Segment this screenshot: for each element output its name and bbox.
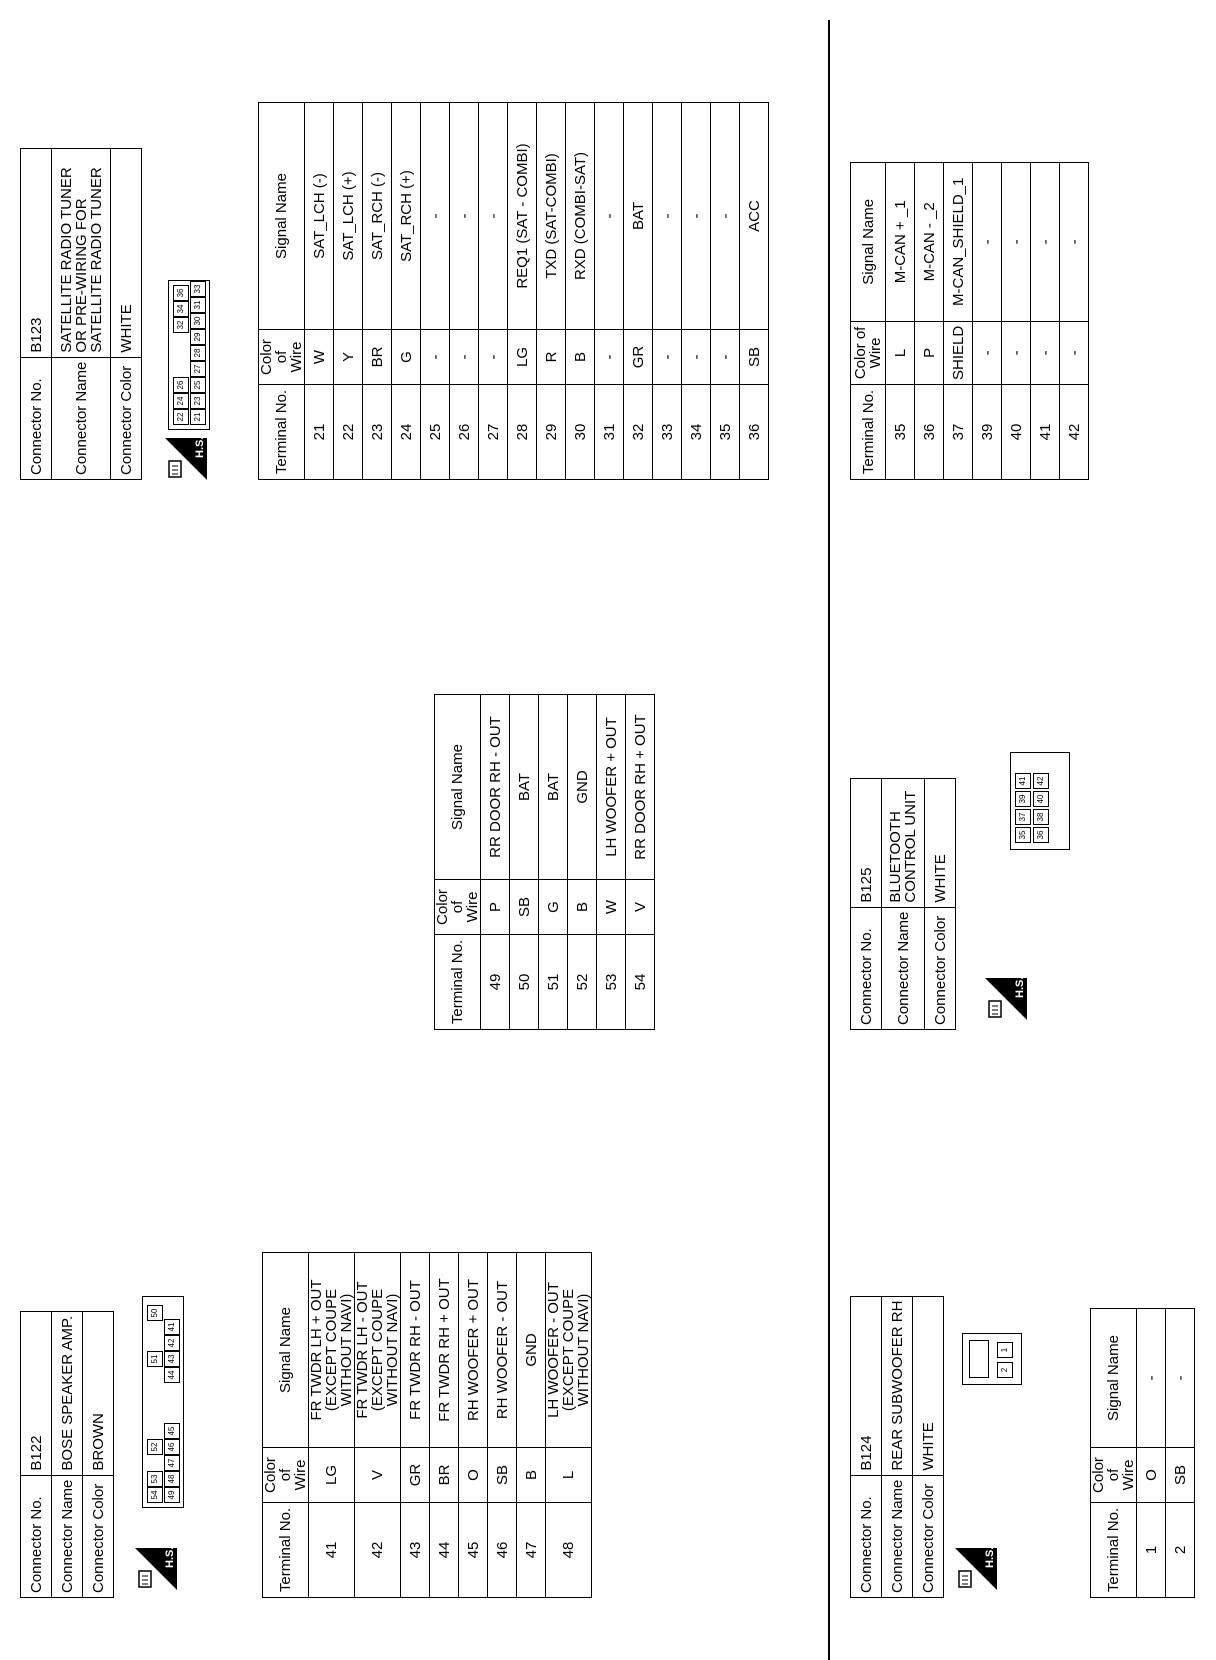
table-row xyxy=(363,103,392,480)
signal-name-cell: - xyxy=(1060,162,1089,321)
pin-42: 42 xyxy=(1033,773,1049,789)
color-header: Color of Wire xyxy=(259,330,305,385)
b124-terminal-table xyxy=(1090,1308,1195,1598)
pin-38: 38 xyxy=(1033,809,1049,825)
table-row xyxy=(539,695,568,1030)
signal-name-cell: FR TWDR LH - OUT (EXCEPT COUPE WITHOUT NAVI) xyxy=(355,1253,401,1448)
terminal-cell: 42 xyxy=(1060,385,1089,480)
table-row xyxy=(944,162,973,479)
table-row xyxy=(915,162,944,479)
b123-no: B123 xyxy=(21,148,52,357)
pin-24: 24 xyxy=(173,393,189,409)
b122-info-table xyxy=(20,1311,114,1598)
table-row xyxy=(653,103,682,480)
conn-color-label: Connector Color xyxy=(925,907,956,1029)
wire-color-cell: - xyxy=(595,330,624,385)
terminal-cell: 21 xyxy=(305,385,334,480)
conn-color-label: Connector Color xyxy=(913,1475,944,1597)
table-row xyxy=(508,103,537,480)
wire-color-cell: V xyxy=(355,1448,401,1503)
b125-no: B125 xyxy=(851,778,882,907)
terminal-cell: 35 xyxy=(711,385,740,480)
conn-name-label: Connector Name xyxy=(52,357,111,479)
pin-40: 40 xyxy=(1033,791,1049,807)
signal-name-cell: FR TWDR LH + OUT (EXCEPT COUPE WITHOUT NAVI) xyxy=(309,1253,355,1448)
hs-harness-icon xyxy=(135,1548,177,1590)
wire-color-cell: - xyxy=(711,330,740,385)
pin-46: 46 xyxy=(164,1439,180,1455)
wire-color-cell: W xyxy=(305,330,334,385)
signal-name-cell: SAT_RCH (-) xyxy=(363,103,392,330)
signal-header: Signal Name xyxy=(851,162,886,321)
table-row xyxy=(886,162,915,479)
pin-41: 41 xyxy=(164,1319,180,1335)
conn-name-label: Connector Name xyxy=(882,1475,913,1597)
terminal-cell: 25 xyxy=(421,385,450,480)
pin-1: 1 xyxy=(997,1342,1013,1358)
wire-color-cell: - xyxy=(479,330,508,385)
signal-name-cell: LH WOOFER + OUT xyxy=(597,695,626,880)
pin-53: 53 xyxy=(147,1471,163,1487)
hs-harness-icon xyxy=(165,438,207,480)
wire-color-cell: - xyxy=(1002,321,1031,384)
signal-name-cell: GND xyxy=(517,1253,546,1448)
conn-name-label: Connector Name xyxy=(882,907,925,1029)
table-row xyxy=(401,1253,430,1598)
pin-36: 36 xyxy=(173,285,189,301)
pin-26: 26 xyxy=(173,377,189,393)
wire-color-cell: O xyxy=(1137,1448,1166,1503)
signal-name-cell: - xyxy=(973,162,1002,321)
pin-36: 36 xyxy=(1033,827,1049,843)
b124-name: REAR SUBWOOFER RH xyxy=(882,1296,913,1475)
terminal-cell: 51 xyxy=(539,935,568,1030)
pin-47: 47 xyxy=(164,1455,180,1471)
pin-41: 41 xyxy=(1015,773,1031,789)
conn-color-label: Connector Color xyxy=(83,1475,114,1597)
table-row xyxy=(479,103,508,480)
terminal-cell: 53 xyxy=(597,935,626,1030)
wire-color-cell: GR xyxy=(624,330,653,385)
signal-name-cell: BAT xyxy=(539,695,568,880)
b122-connector-block xyxy=(20,1311,114,1598)
b124-no: B124 xyxy=(851,1296,882,1475)
pin-31: 31 xyxy=(190,297,206,313)
signal-name-cell: - xyxy=(1002,162,1031,321)
signal-name-cell: - xyxy=(450,103,479,330)
wire-color-cell: B xyxy=(517,1448,546,1503)
pin-43: 43 xyxy=(164,1351,180,1367)
b123-info-table xyxy=(20,148,142,480)
terminal-cell: 1 xyxy=(1137,1503,1166,1598)
terminal-cell: 27 xyxy=(479,385,508,480)
table-row xyxy=(334,103,363,480)
signal-name-cell: RXD (COMBI-SAT) xyxy=(566,103,595,330)
conn-no-label: Connector No. xyxy=(851,1475,882,1597)
svg-text:H.S.: H.S. xyxy=(1014,978,1026,998)
pin-48: 48 xyxy=(164,1471,180,1487)
b125-connector-face xyxy=(1010,752,1070,850)
conn-no-label: Connector No. xyxy=(21,1475,52,1597)
conn-no-label: Connector No. xyxy=(851,907,882,1029)
conn-no-label: Connector No. xyxy=(21,357,52,479)
signal-name-cell: M-CAN_SHIELD_1 xyxy=(944,162,973,321)
signal-name-cell: RH WOOFER + OUT xyxy=(459,1253,488,1448)
signal-name-cell: LH WOOFER - OUT (EXCEPT COUPE WITHOUT NAVI) xyxy=(546,1253,592,1448)
table-row xyxy=(488,1253,517,1598)
signal-name-cell: SAT_LCH (-) xyxy=(305,103,334,330)
signal-name-cell: - xyxy=(711,103,740,330)
signal-header: Signal Name xyxy=(1091,1309,1137,1448)
wire-color-cell: - xyxy=(1031,321,1060,384)
wire-color-cell: - xyxy=(450,330,479,385)
wire-color-cell: BR xyxy=(363,330,392,385)
pin-34: 34 xyxy=(173,301,189,317)
table-row xyxy=(421,103,450,480)
color-header: Color of Wire xyxy=(1091,1448,1137,1503)
terminal-cell: 45 xyxy=(459,1503,488,1598)
wire-color-cell: LG xyxy=(508,330,537,385)
pin-37: 37 xyxy=(1015,809,1031,825)
b125-color: WHITE xyxy=(925,778,956,907)
signal-header: Signal Name xyxy=(263,1253,309,1448)
wire-color-cell: BR xyxy=(430,1448,459,1503)
terminal-cell: 30 xyxy=(566,385,595,480)
pin-35: 35 xyxy=(1015,827,1031,843)
b122-name: BOSE SPEAKER AMP. xyxy=(52,1311,83,1475)
terminal-header: Terminal No. xyxy=(259,385,305,480)
wire-color-cell: SHIELD xyxy=(944,321,973,384)
terminal-header: Terminal No. xyxy=(851,385,886,480)
b124-connector-block xyxy=(850,1296,944,1598)
color-header: Color of Wire xyxy=(435,880,481,935)
terminal-cell: 24 xyxy=(392,385,421,480)
signal-name-cell: RR DOOR RH - OUT xyxy=(481,695,510,880)
pin-49: 49 xyxy=(164,1487,180,1503)
pin-50: 50 xyxy=(147,1305,163,1321)
signal-name-cell: BAT xyxy=(624,103,653,330)
table-row xyxy=(740,103,769,480)
table-row xyxy=(430,1253,459,1598)
terminal-cell: 44 xyxy=(430,1503,459,1598)
terminal-cell: 41 xyxy=(1031,385,1060,480)
wire-color-cell: SB xyxy=(1166,1448,1195,1503)
signal-header: Signal Name xyxy=(259,103,305,330)
signal-name-cell: SAT_RCH (+) xyxy=(392,103,421,330)
table-row xyxy=(1137,1309,1166,1598)
hs-harness-icon xyxy=(985,978,1027,1020)
pin-45: 45 xyxy=(164,1423,180,1439)
terminal-cell: 28 xyxy=(508,385,537,480)
terminal-cell: 52 xyxy=(568,935,597,1030)
terminal-cell: 34 xyxy=(682,385,711,480)
terminal-cell: 29 xyxy=(537,385,566,480)
terminal-cell: 40 xyxy=(1002,385,1031,480)
wire-color-cell: Y xyxy=(334,330,363,385)
signal-name-cell: FR TWDR RH - OUT xyxy=(401,1253,430,1448)
table-row xyxy=(624,103,653,480)
signal-name-cell: ACC xyxy=(740,103,769,330)
wire-color-cell: B xyxy=(568,880,597,935)
wire-color-cell: GR xyxy=(401,1448,430,1503)
b122-connector-face xyxy=(142,1296,184,1508)
pin-28: 28 xyxy=(190,345,206,361)
signal-name-cell: - xyxy=(595,103,624,330)
wire-color-cell: SB xyxy=(488,1448,517,1503)
signal-name-cell: - xyxy=(421,103,450,330)
pin-2: 2 xyxy=(997,1362,1013,1378)
table-row xyxy=(355,1253,401,1598)
svg-text:H.S.: H.S. xyxy=(164,1548,176,1568)
signal-header: Signal Name xyxy=(435,695,481,880)
signal-name-cell: - xyxy=(1137,1309,1166,1448)
wire-color-cell: LG xyxy=(309,1448,355,1503)
signal-name-cell: - xyxy=(653,103,682,330)
terminal-cell: 49 xyxy=(481,935,510,1030)
wire-color-cell: O xyxy=(459,1448,488,1503)
table-row xyxy=(566,103,595,480)
terminal-cell: 47 xyxy=(517,1503,546,1598)
pin-42: 42 xyxy=(164,1335,180,1351)
signal-name-cell: REQ1 (SAT - COMBI) xyxy=(508,103,537,330)
terminal-header: Terminal No. xyxy=(1091,1503,1137,1598)
terminal-cell: 50 xyxy=(510,935,539,1030)
b122-no: B122 xyxy=(21,1311,52,1475)
color-header: Color of Wire xyxy=(263,1448,309,1503)
pin-22: 22 xyxy=(173,409,189,425)
b124-color: WHITE xyxy=(913,1296,944,1475)
b125-connector-block xyxy=(850,778,956,1030)
table-row xyxy=(597,695,626,1030)
wire-color-cell: - xyxy=(682,330,711,385)
b125-name: BLUETOOTH CONTROL UNIT xyxy=(882,778,925,907)
table-row xyxy=(481,695,510,1030)
wire-color-cell: - xyxy=(973,321,1002,384)
b122-terminal-table-2 xyxy=(434,694,655,1030)
terminal-cell: 26 xyxy=(450,385,479,480)
table-row xyxy=(1002,162,1031,479)
table-row xyxy=(568,695,597,1030)
terminal-cell: 54 xyxy=(626,935,655,1030)
table-row xyxy=(1060,162,1089,479)
terminal-cell: 32 xyxy=(624,385,653,480)
b125-terminal-table xyxy=(850,162,1089,480)
b124-connector-face xyxy=(962,1333,1022,1385)
wire-color-cell: SB xyxy=(510,880,539,935)
wire-color-cell: P xyxy=(915,321,944,384)
signal-name-cell: FR TWDR RH + OUT xyxy=(430,1253,459,1448)
b123-color: WHITE xyxy=(111,148,142,357)
signal-name-cell: TXD (SAT-COMBI) xyxy=(537,103,566,330)
svg-text:H.S.: H.S. xyxy=(194,438,206,458)
wire-color-cell: V xyxy=(626,880,655,935)
table-row xyxy=(309,1253,355,1598)
terminal-cell: 43 xyxy=(401,1503,430,1598)
signal-name-cell: GND xyxy=(568,695,597,880)
terminal-cell: 48 xyxy=(546,1503,592,1598)
signal-name-cell: - xyxy=(1031,162,1060,321)
terminal-cell: 33 xyxy=(653,385,682,480)
signal-name-cell: - xyxy=(682,103,711,330)
table-row xyxy=(510,695,539,1030)
signal-name-cell: - xyxy=(479,103,508,330)
terminal-cell: 35 xyxy=(886,385,915,480)
wire-color-cell: SB xyxy=(740,330,769,385)
terminal-cell: 42 xyxy=(355,1503,401,1598)
svg-text:H.S.: H.S. xyxy=(984,1548,996,1568)
wire-color-cell: L xyxy=(546,1448,592,1503)
conn-color-label: Connector Color xyxy=(111,357,142,479)
color-header: Color of Wire xyxy=(851,321,886,384)
pin-25: 25 xyxy=(190,377,206,393)
table-row xyxy=(392,103,421,480)
terminal-cell: 41 xyxy=(309,1503,355,1598)
pin-21: 21 xyxy=(190,409,206,425)
table-row xyxy=(1166,1309,1195,1598)
wire-color-cell: - xyxy=(653,330,682,385)
pin-23: 23 xyxy=(190,393,206,409)
signal-name-cell: RR DOOR RH + OUT xyxy=(626,695,655,880)
signal-name-cell: M-CAN - _2 xyxy=(915,162,944,321)
terminal-cell: 23 xyxy=(363,385,392,480)
b125-info-table xyxy=(850,778,956,1030)
table-row xyxy=(595,103,624,480)
pin-39: 39 xyxy=(1015,791,1031,807)
pin-51: 51 xyxy=(147,1351,163,1367)
pin-33: 33 xyxy=(190,281,206,297)
terminal-cell: 22 xyxy=(334,385,363,480)
signal-name-cell: SAT_LCH (+) xyxy=(334,103,363,330)
wire-color-cell: G xyxy=(539,880,568,935)
pin-32: 32 xyxy=(173,317,189,333)
b124-info-table xyxy=(850,1296,944,1598)
wire-color-cell: G xyxy=(392,330,421,385)
b123-connector-block xyxy=(20,148,142,480)
b123-connector-face xyxy=(168,280,210,430)
table-row xyxy=(711,103,740,480)
terminal-cell: 36 xyxy=(740,385,769,480)
wire-color-cell: P xyxy=(481,880,510,935)
terminal-cell: 2 xyxy=(1166,1503,1195,1598)
terminal-cell: 37 xyxy=(944,385,973,480)
b123-terminal-table xyxy=(258,102,769,480)
table-row xyxy=(682,103,711,480)
terminal-cell: 36 xyxy=(915,385,944,480)
table-row xyxy=(626,695,655,1030)
wire-color-cell: L xyxy=(886,321,915,384)
conn-name-label: Connector Name xyxy=(52,1475,83,1597)
signal-name-cell: BAT xyxy=(510,695,539,880)
terminal-cell: 39 xyxy=(973,385,1002,480)
table-row xyxy=(305,103,334,480)
wire-color-cell: - xyxy=(1060,321,1089,384)
pin-29: 29 xyxy=(190,329,206,345)
table-row xyxy=(973,162,1002,479)
wire-color-cell: W xyxy=(597,880,626,935)
wire-color-cell: R xyxy=(537,330,566,385)
b122-terminal-table-1 xyxy=(262,1252,592,1598)
wire-color-cell: B xyxy=(566,330,595,385)
terminal-cell: 31 xyxy=(595,385,624,480)
pin-44: 44 xyxy=(164,1367,180,1383)
table-row xyxy=(537,103,566,480)
signal-name-cell: RH WOOFER - OUT xyxy=(488,1253,517,1448)
terminal-header: Terminal No. xyxy=(263,1503,309,1598)
terminal-cell: 46 xyxy=(488,1503,517,1598)
hs-harness-icon xyxy=(955,1548,997,1590)
signal-name-cell: M-CAN + _1 xyxy=(886,162,915,321)
pin-54: 54 xyxy=(147,1487,163,1503)
terminal-header: Terminal No. xyxy=(435,935,481,1030)
table-row xyxy=(517,1253,546,1598)
vertical-divider xyxy=(828,20,830,1660)
pin-52: 52 xyxy=(147,1439,163,1455)
table-row xyxy=(450,103,479,480)
b123-name: SATELLITE RADIO TUNER OR PRE-WIRING FOR SATELLITE RADIO TUNER xyxy=(52,148,111,357)
pin-30: 30 xyxy=(190,313,206,329)
pin-27: 27 xyxy=(190,361,206,377)
wire-color-cell: - xyxy=(421,330,450,385)
table-row xyxy=(1031,162,1060,479)
b122-color: BROWN xyxy=(83,1311,114,1475)
table-row xyxy=(459,1253,488,1598)
table-row xyxy=(546,1253,592,1598)
signal-name-cell: - xyxy=(1166,1309,1195,1448)
